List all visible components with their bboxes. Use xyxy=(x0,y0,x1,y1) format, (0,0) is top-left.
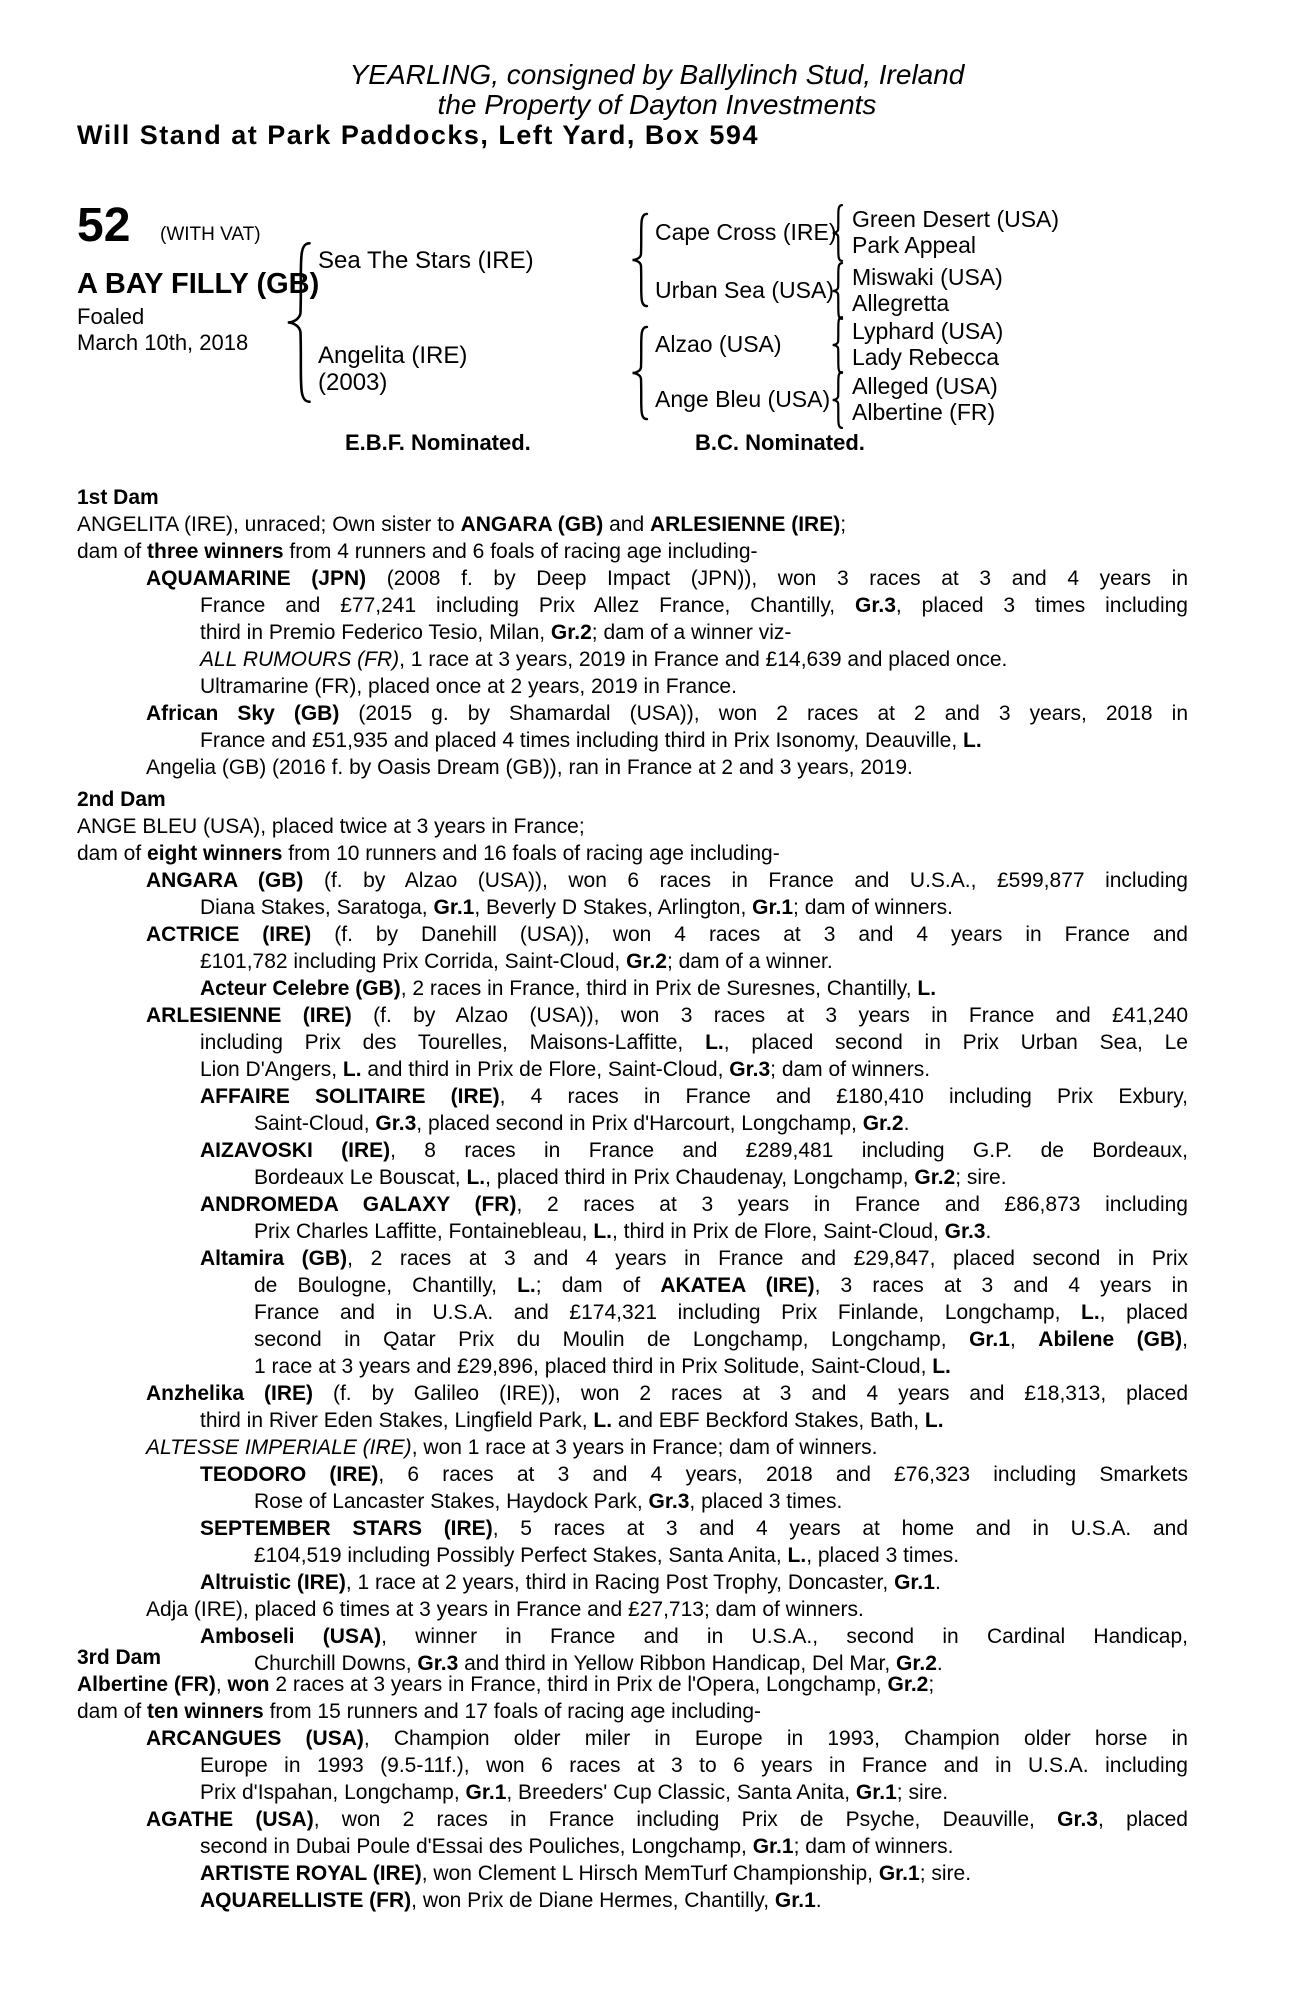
sire-dam-name: Urban Sea (USA) xyxy=(655,277,834,303)
foaled-label: Foaled xyxy=(77,304,145,329)
brace-icon xyxy=(831,371,844,429)
text-line: Prix Charles Laffitte, Fontainebleau, L., third in Prix de Flore, Saint-Cloud, Gr.3. xyxy=(254,1220,992,1243)
stand-location-line: Will Stand at Park Paddocks, Left Yard, Box 594 xyxy=(77,120,759,150)
text-line: ARLESIENNE (IRE) (f. by Alzao (USA)), won 3 races at 3 years in France and £41,240 xyxy=(146,1004,1189,1027)
pedigree-paragraph xyxy=(77,673,1188,700)
text-line: Anzhelika (IRE) (f. by Galileo (IRE)), won 2 races at 3 and 4 years and £18,313, placed xyxy=(146,1382,1189,1405)
great-granddam-name: Albertine (FR) xyxy=(852,399,996,425)
dam-section xyxy=(77,786,1188,1677)
pedigree-paragraph xyxy=(77,1596,1188,1623)
sire-name: Sea The Stars (IRE) xyxy=(318,247,534,274)
pedigree-paragraph xyxy=(77,754,1188,781)
text-line: ANDROMEDA GALAXY (FR), 2 races at 3 years in France and £86,873 including xyxy=(200,1193,1188,1216)
great-grandsire-name: Green Desert (USA) xyxy=(852,206,1060,232)
text-line: France and £77,241 including Prix Allez France, Chantilly, Gr.3, placed 3 times including xyxy=(200,594,1188,617)
text-line: dam of three winners from 4 runners and 6 foals of racing age including- xyxy=(77,540,758,563)
text-line: African Sky (GB) (2015 g. by Shamardal (USA)), won 2 races at 2 and 3 years, 2018 in xyxy=(146,702,1188,725)
text-line: second in Qatar Prix du Moulin de Longchamp, Longchamp, Gr.1, Abilene (GB), xyxy=(254,1328,1188,1351)
text-line: Angelia (GB) (2016 f. by Oasis Dream (GB)), ran in France at 2 and 3 years, 2019. xyxy=(146,756,913,779)
text-line: Adja (IRE), placed 6 times at 3 years in France and £27,713; dam of winners. xyxy=(146,1598,864,1621)
text-line: Acteur Celebre (GB), 2 races in France, third in Prix de Suresnes, Chantilly, L. xyxy=(200,977,937,1000)
text-line: AIZAVOSKI (IRE), 8 races in France and £289,481 including G.P. de Bordeaux, xyxy=(200,1139,1188,1162)
great-grandsire-name: Alleged (USA) xyxy=(852,373,998,399)
text-line: ACTRICE (IRE) (f. by Danehill (USA)), won 4 races at 3 and 4 years in France and xyxy=(146,923,1188,946)
text-line: third in Premio Federico Tesio, Milan, Gr.2; dam of a winner viz- xyxy=(200,621,792,644)
pedigree-paragraph xyxy=(77,840,1188,867)
bc-nomination: B.C. Nominated. xyxy=(695,430,865,455)
text-line: Rose of Lancaster Stakes, Haydock Park, Gr.3, placed 3 times. xyxy=(254,1490,843,1513)
text-line: Ultramarine (FR), placed once at 2 years, 2019 in France. xyxy=(200,675,737,698)
pedigree-paragraph xyxy=(77,700,1188,754)
text-line: France and £51,935 and placed 4 times including third in Prix Isonomy, Deauville, L. xyxy=(200,729,982,752)
pedigree-paragraph xyxy=(77,1380,1188,1434)
pedigree-paragraph xyxy=(77,1671,1188,1698)
pedigree-paragraph xyxy=(77,538,1188,565)
pedigree-paragraph xyxy=(77,646,1188,673)
dam-sire-name: Alzao (USA) xyxy=(655,331,782,357)
text-line: ANGARA (GB) (f. by Alzao (USA)), won 6 races in France and U.S.A., £599,877 including xyxy=(146,869,1188,892)
pedigree-paragraph xyxy=(77,1515,1188,1569)
lot-number: 52 xyxy=(77,199,131,252)
pedigree-paragraph xyxy=(77,921,1188,975)
pedigree-paragraph xyxy=(77,1860,1188,1887)
dam-section xyxy=(77,484,1188,781)
text-line: including Prix des Tourelles, Maisons-Laffitte, L., placed second in Prix Urban Sea, Le xyxy=(200,1031,1188,1054)
great-granddam-name: Lady Rebecca xyxy=(852,344,1000,370)
text-line: Prix d'Ispahan, Longchamp, Gr.1, Breeders' Cup Classic, Santa Anita, Gr.1; sire. xyxy=(200,1781,949,1804)
text-line: ARCANGUES (USA), Champion older miler in Europe in 1993, Champion older horse in xyxy=(146,1727,1188,1750)
text-line: Amboseli (USA), winner in France and in U.S.A., second in Cardinal Handicap, xyxy=(200,1625,1188,1648)
text-line: Altruistic (IRE), 1 race at 2 years, third in Racing Post Trophy, Doncaster, Gr.1. xyxy=(200,1571,941,1594)
text-line: £101,782 including Prix Corrida, Saint-Cloud, Gr.2; dam of a winner. xyxy=(200,950,833,973)
property-line: the Property of Dayton Investments xyxy=(437,89,877,120)
text-line: £104,519 including Possibly Perfect Stakes, Santa Anita, L., placed 3 times. xyxy=(254,1544,960,1567)
dam-dam-name: Ange Bleu (USA) xyxy=(655,386,831,412)
text-line: AQUAMARINE (JPN) (2008 f. by Deep Impact (JPN)), won 3 races at 3 and 4 years in xyxy=(146,567,1188,590)
ebf-nomination: E.B.F. Nominated. xyxy=(345,430,531,455)
text-line: ALTESSE IMPERIALE (IRE), won 1 race at 3 years in France; dam of winners. xyxy=(146,1436,878,1459)
text-line: Lion D'Angers, L. and third in Prix de Flore, Saint-Cloud, Gr.3; dam of winners. xyxy=(200,1058,931,1081)
text-line: ANGE BLEU (USA), placed twice at 3 years in France; xyxy=(77,815,585,838)
text-line: AGATHE (USA), won 2 races in France including Prix de Psyche, Deauville, Gr.3, placed xyxy=(146,1808,1188,1831)
text-line: second in Dubai Poule d'Essai des Pouliches, Longchamp, Gr.1; dam of winners. xyxy=(200,1835,954,1858)
text-line: Saint-Cloud, Gr.3, placed second in Prix d'Harcourt, Longchamp, Gr.2. xyxy=(254,1112,910,1135)
text-line: Albertine (FR), won 2 races at 3 years in France, third in Prix de l'Opera, Longchamp, Gr.2; xyxy=(77,1673,935,1696)
text-line: third in River Eden Stakes, Lingfield Park, L. and EBF Beckford Stakes, Bath, L. xyxy=(200,1409,944,1432)
text-line: 1 race at 3 years and £29,896, placed third in Prix Solitude, Saint-Cloud, L. xyxy=(254,1355,951,1378)
text-line: de Boulogne, Chantilly, L.; dam of AKATEA (IRE), 3 races at 3 and 4 years in xyxy=(254,1274,1188,1297)
text-line: Altamira (GB), 2 races at 3 and 4 years in France and £29,847, placed second in Prix xyxy=(200,1247,1188,1270)
great-grandsire-name: Lyphard (USA) xyxy=(852,318,1004,344)
text-line: ANGELITA (IRE), unraced; Own sister to ANGARA (GB) and ARLESIENNE (IRE); xyxy=(77,513,847,536)
pedigree-paragraph xyxy=(77,1698,1188,1725)
pedigree-paragraph xyxy=(77,1725,1188,1806)
text-line: Churchill Downs, Gr.3 and third in Yellow Ribbon Handicap, Del Mar, Gr.2. xyxy=(254,1652,943,1675)
pedigree-paragraph xyxy=(77,1461,1188,1515)
text-line: ARTISTE ROYAL (IRE), won Clement L Hirsch MemTurf Championship, Gr.1; sire. xyxy=(200,1862,972,1885)
great-granddam-name: Park Appeal xyxy=(852,232,977,258)
pedigree-paragraph xyxy=(77,975,1188,1002)
text-line: Diana Stakes, Saratoga, Gr.1, Beverly D Stakes, Arlington, Gr.1; dam of winners. xyxy=(200,896,953,919)
pedigree-paragraph xyxy=(77,1806,1188,1860)
brace-icon xyxy=(831,316,844,374)
pedigree-paragraph xyxy=(77,1083,1188,1137)
dam-section-title: 3rd Dam xyxy=(77,1646,162,1669)
text-line: AQUARELLISTE (FR), won Prix de Diane Hermes, Chantilly, Gr.1. xyxy=(200,1889,822,1912)
pedigree-paragraph xyxy=(77,1434,1188,1461)
dam-section xyxy=(77,1644,1188,1914)
pedigree-paragraph xyxy=(77,1569,1188,1596)
text-line: ALL RUMOURS (FR), 1 race at 3 years, 2019 in France and £14,639 and placed once. xyxy=(200,648,1008,671)
pedigree-paragraph xyxy=(77,1245,1188,1380)
dam-name: Angelita (IRE) xyxy=(318,342,468,369)
foaled-date: March 10th, 2018 xyxy=(77,330,249,355)
text-line: Bordeaux Le Bouscat, L., placed third in Prix Chaudenay, Longchamp, Gr.2; sire. xyxy=(254,1166,1007,1189)
text-line: SEPTEMBER STARS (IRE), 5 races at 3 and 4 years at home and in U.S.A. and xyxy=(200,1517,1188,1540)
great-grandsire-name: Miswaki (USA) xyxy=(852,264,1003,290)
pedigree-paragraph xyxy=(77,511,1188,538)
text-line: dam of ten winners from 15 runners and 17 foals of racing age including- xyxy=(77,1700,762,1723)
brace-icon xyxy=(284,240,314,405)
vat-note: (WITH VAT) xyxy=(160,224,261,245)
text-line: Europe in 1993 (9.5-11f.), won 6 races at 3 to 6 years in France and in U.S.A. including xyxy=(200,1754,1188,1777)
pedigree-paragraph xyxy=(77,1002,1188,1083)
horse-name: A BAY FILLY (GB) xyxy=(77,268,320,300)
pedigree-paragraph xyxy=(77,565,1188,646)
consignor-line: YEARLING, consigned by Ballylinch Stud, Ireland xyxy=(349,59,965,90)
brace-icon xyxy=(630,212,650,308)
text-line: dam of eight winners from 10 runners and 16 foals of racing age including- xyxy=(77,842,780,865)
text-line: TEODORO (IRE), 6 races at 3 and 4 years, 2018 and £76,323 including Smarkets xyxy=(200,1463,1189,1486)
pedigree-paragraph xyxy=(77,867,1188,921)
text-line: France and in U.S.A. and £174,321 including Prix Finlande, Longchamp, L., placed xyxy=(254,1301,1188,1324)
dam-year: (2003) xyxy=(318,369,388,396)
dam-section-title: 2nd Dam xyxy=(77,788,166,811)
great-granddam-name: Allegretta xyxy=(852,290,950,316)
dam-section-title: 1st Dam xyxy=(77,486,159,509)
sire-sire-name: Cape Cross (IRE) xyxy=(655,219,837,245)
brace-icon xyxy=(630,325,650,421)
text-line: AFFAIRE SOLITAIRE (IRE), 4 races in France and £180,410 including Prix Exbury, xyxy=(200,1085,1188,1108)
pedigree-paragraph xyxy=(77,1887,1188,1914)
pedigree-paragraph xyxy=(77,1137,1188,1191)
pedigree-paragraph xyxy=(77,813,1188,840)
pedigree-paragraph xyxy=(77,1191,1188,1245)
